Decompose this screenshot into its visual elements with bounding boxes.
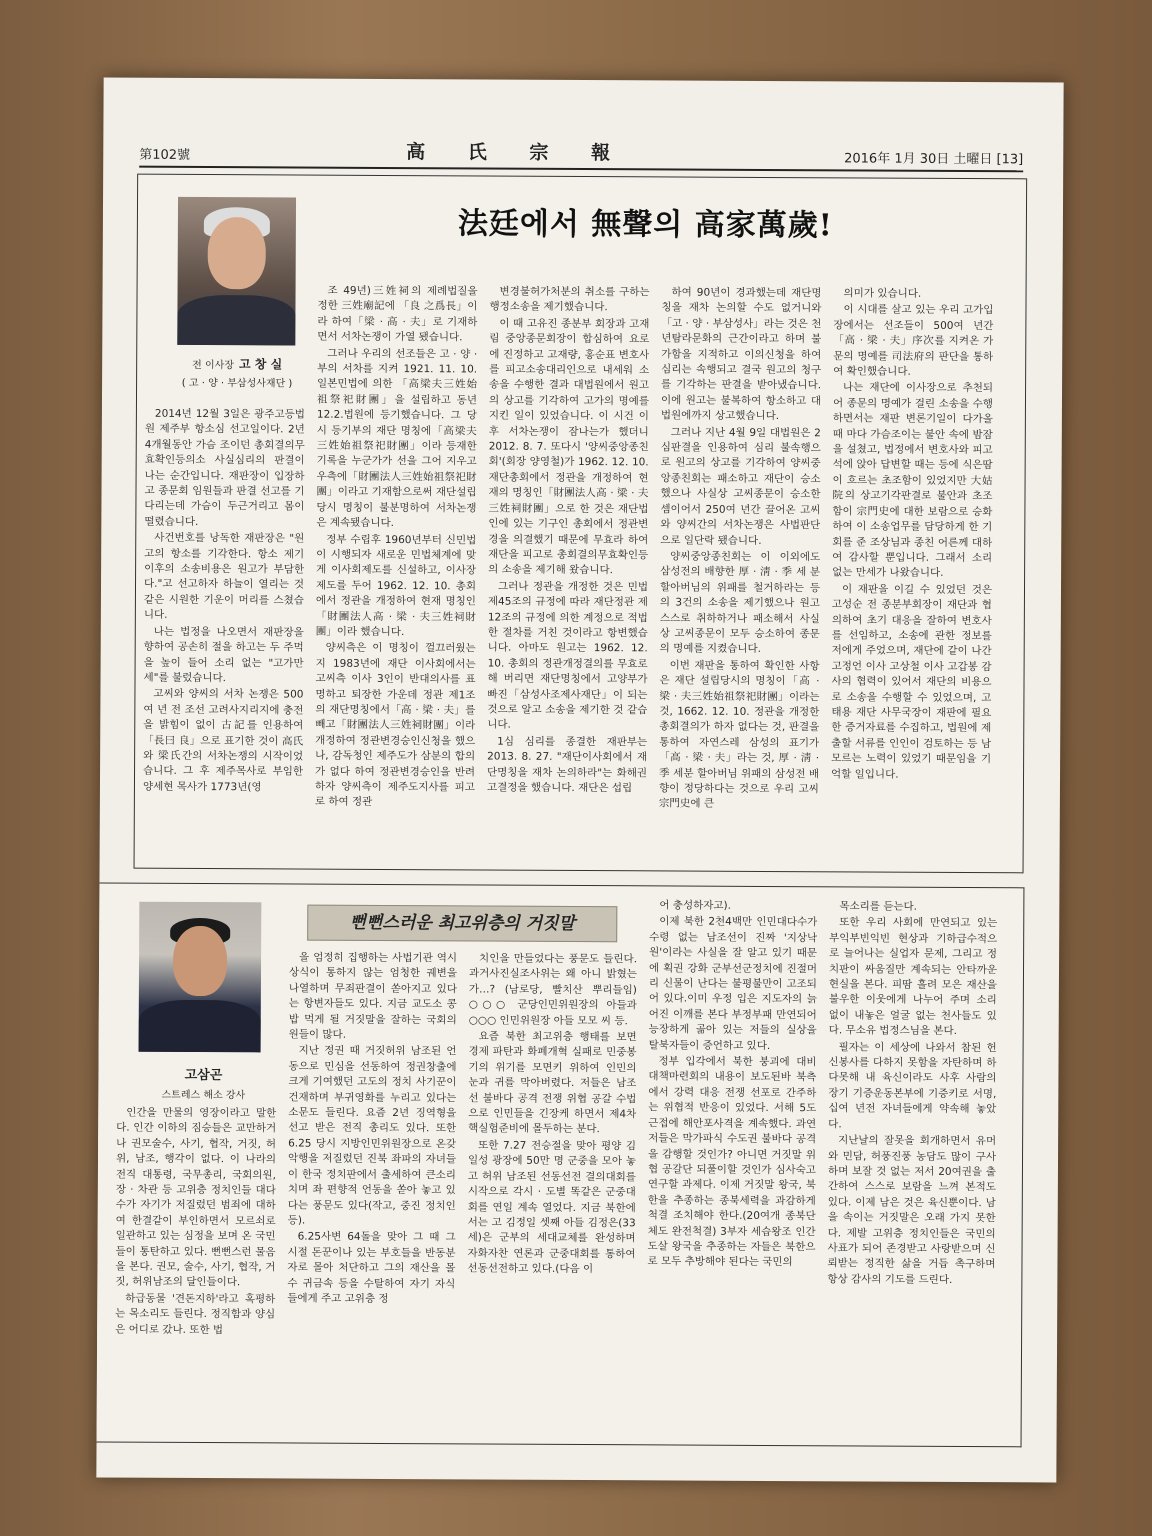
- author-photo: [139, 902, 262, 1053]
- paragraph: 양씨측은 이 명칭이 껄끄러웠는지 1983년에 재단 이사회에서는 고씨측 이사 3인이 반대의사를 표명하고 퇴장한 가운데 정관 제1조의 재단명칭에서「高 · 梁 · 夫」를 빼고「財團法人三姓祠財團」이라 개정하여 정관변경승인신청을 했으나, 감독청인 제주도가 삼분의 합의가 없다 하여 정관변경승인을 반려하자 양씨측이 제주도지사를 피고로 하여 정관: [314, 642, 476, 809]
- paragraph: 그러나 정관을 개정한 것은 민법 제45조의 규정에 따라 재단정관 제12조의 규정에 의한 계정으로 적법한 절차를 거친 것이라고 항변했습니다. 아마도 원고는 1962. 12. 10. 총회의 정관개정결의를 무효로 해 버리면 재단명칭에서 고양부가 빠진「삼성사조제사재단」이 되는 것으로 알고 소송을 제기한 것 같습니다.: [487, 580, 649, 732]
- paragraph: 정부 수립후 1960년부터 신민법이 시행되자 새로운 민법체계에 맞게 이사회제도를 신설하고, 이사장 제도를 두어 1962. 12. 10. 총회에서 정관을 개정하여 현재 명칭인「財團法人高 · 梁 · 夫三姓祠財團」이라 했습니다.: [315, 533, 477, 639]
- author-org: ( 고 · 양 · 부삼성사재단 ): [181, 377, 293, 390]
- paragraph: 그러나 우리의 선조들은 고 · 양 · 부의 서차를 지켜 1921. 11. 10. 일본민법에 의한 「高梁夫三姓始祖祭祀財團」을 설립하고 동년 12.2.법원에 등기했습니다. 그 당시 등기부의 재단 명칭에「高梁夫三姓始祖祭祀財團」이라 등재한 기록을 누군가가 선을 그어 지우고 우측에「財團法人三姓始祖祭祀財團」이라고 기재함으로써 재단설립당시 명칭이 불분명하여 서차논쟁은 계속됐습니다.: [316, 347, 478, 530]
- article-column: [115, 1106, 277, 1437]
- paragraph: 양씨중앙종친회는 이 이외에도 삼성전의 배향한 厚 · 淸 · 季 세 분 할아버님의 위패를 철거하라는 등의 3건의 소송을 제기했으나 원고 스스로 취하하거나 패소해서 사실상 고씨종문이 모두 승소하여 종문의 명예를 지켰습니다.: [659, 550, 821, 656]
- newspaper-page: [96, 77, 1063, 1482]
- paragraph: 을 엄정히 집행하는 사법기관 역시 상식이 통하지 않는 엄청한 궤변을 나열하며 무죄판결이 쏟아지고 있다는 항변자들도 있다. 지금 교도소 콩밥 먹게 될 거짓말을 잘하는 국회의원들이 많다.: [288, 951, 458, 1041]
- article-column: [487, 285, 650, 866]
- paragraph: 의미가 있습니다.: [843, 287, 922, 300]
- paragraph: 하급동물 '견돈지하'라고 혹평하는 목소리도 들린다. 정직함과 양심은 어디로 갔나. 또한 법: [115, 1292, 276, 1336]
- paragraph: 이번 재판을 통하여 확인한 사항은 재단 설립당시의 명칭이「高 · 梁 · 夫三姓始祖祭祀財團」이라는 것, 1662. 12. 10. 정관을 개정한 총회결의가 하자 없다는 것, 판결을 통하여 자연스레 삼성의 표기가「高 · 梁 · 夫」라는 것, 厚 · 淸 · 季 세분 할아버님 위패의 삼성전 배향이 정당하다는 것으로 우리 고씨宗門史에 큰: [658, 659, 820, 811]
- paragraph: 나는 재단에 이사장으로 추천되어 종문의 명예가 걸린 소송을 수행하면서는 재판 변론기일이 다가올 때 마다 가슴조이는 불안 속에 밤잠을 설쳤고, 법정에서 변호사와 피고석에 앉아 답변할 때는 등에 식은땀이 흐르는 초조함이 있었지만 大姑院의 상고기각판결로 불안과 초조함이 宗門史에 대한 보람으로 승화하여 이 소송업무를 담당하게 한 기회를 준 조상님과 종친 어른께 대하여 감사할 뿐입니다. 그래서 소리 없는 만세가 나왔습니다.: [832, 381, 994, 580]
- paragraph: 인간을 만물의 영장이라고 말한다. 인간 이하의 짐승들은 교만하거나 권모술수, 사기, 협작, 거짓, 허위, 남조, 행각이 없다. 이 나라의 전직 대통령, 국무총리, 국회의원, 장 · 차관 등 고위층 정치인들 대다수가 자기가 저질렀던 범죄에 대하여 한결같이 부인하면서 모르쇠로 일관하고 있는 심정을 보며 온 국민들이 통탄하고 있다. 뻔뻔스런 물음을 본다. 권모, 술수, 사기, 협작, 거짓, 허위남조의 달인들이다.: [115, 1106, 277, 1289]
- author-name: 고삼곤: [184, 1067, 223, 1084]
- paragraph: 이 때 고유진 종분부 회장과 고재림 중앙종문회장이 합심하여 요로에 진정하고 고재량, 홍순표 변호사를 피고소송대리인으로 내세워 소송을 수행한 결과 대법원에서 원고의 상고를 기각하여 고가의 명예를 지킨 일이 있었습니다. 이 시건 이후 서차논쟁이 잠나는가 했더니 2012. 8. 7. 또다시 '양씨중앙종친회'(회장 양영철)가 1962. 12. 10. 재단총회에서 정관을 개정하여 현재의 명칭인「財團法人高 · 梁 · 夫三姓祠財團」으로 한 것은 재단법인에 있는 기구인 총회에서 정관변경을 의결했기 때문에 무효라 하여 재단을 피고로 총회결의무효확인등의 소송을 제기해 왔습니다.: [488, 317, 650, 577]
- headline: 法廷에서 無聲의 高家萬歲!: [457, 206, 833, 244]
- article-column: [827, 899, 998, 1440]
- paragraph: 이 재판을 이길 수 있었던 것은 고성순 전 종분부회장이 재단과 협의하여 초기 대응을 잘하여 변호사를 선임하고, 소송에 관한 정보를 저에게 주었으며, 재단에 같이 나간 고정언 이사 고상철 이사 고갑봉 감사의 협력이 있어서 재단의 비용으로 소송을 수행할 수 있었으며, 고태용 재단 사무국장이 재판에 필요한 증거자료를 수집하고, 법원에 제출할 서류를 인인이 검토하는 등 남모르는 노력이 있었기 때문임을 기억할 일입니다.: [831, 583, 993, 781]
- paragraph: 어 충성하자고).: [659, 899, 732, 912]
- paragraph: 2014년 12월 3일은 광주고등법원 제주부 항소심 선고일이다. 2년 4개월동안 가슴 조이던 총회결의무효확인등의소 사실심리의 판결이 나는 순간입니다. 재판장이 입장하고 종문회 임원들과 판결 선고를 기다리는데 가슴이 두근거리고 몸이 떨렸습니다.: [144, 407, 305, 528]
- paragraph: 정부 입각에서 북한 붕괴에 대비 대책마련회의 내용이 보도된바 북측에서 강력 대응 전쟁 선포로 간주하는 위협적 반응이 있었다. 서해 5도 근접에 해안포사격을 계속했다. 과연 저들은 막가파식 수도권 불바다 공격을 감행할 것인가? 아니면 거짓말 위협 공갈단 되풀이할 것인가 심사숙고 연구할 과제다. 이제 거짓말 왕국, 북한을 추종하는 종북세력을 과감하게 척결 조치해야 한다.(20여개 종북단체도 완전척결) 3부자 세습왕조 인간도살 왕국을 추종하는 자들은 북한으로 모두 추방해야 된다는 국민의: [647, 1055, 817, 1269]
- paragraph: 지난 정권 때 거짓허위 남조된 언동으로 민심을 선동하여 정권창출에 크게 기여했던 고도의 정치 사기꾼이 건재하며 부귀영화를 누리고 있다는 소문도 들린다. 요즘 2년 징역형을 선고 받은 전직 총리도 있다. 또한 6.25 당시 지방인민위원장으로 온갖 악행을 저질렀던 진북 좌파의 자녀들이 한국 정치판에서 출세하여 큰소리치며 좌 편향적 언동을 쏟아 놓고 있다는 풍문도 있다(작고, 중진 정치인 등).: [287, 1044, 457, 1227]
- author-name: 고 창 실: [239, 357, 283, 372]
- author-caption: [128, 1064, 278, 1102]
- paragraph: 치인을 만들었다는 풍문도 들린다.과거사진실조사위는 왜 아니 밝혔는가…? (남로당, 빨치산 뿌리들임) ○○○ 군당인민위원장의 아들과 ○○○ 인민위원장 아들 모모 씨 등.: [468, 952, 638, 1027]
- issue-number: 第102號: [139, 147, 191, 163]
- article-1: [134, 174, 1028, 874]
- article-column: [831, 286, 994, 867]
- paragraph: 6.25사변 64돌을 맞아 그 때 그 시절 돈꾼이나 있는 부호들을 반동분자로 몰아 처단하고 그의 재산을 몰수 귀금속 등을 수탈하여 자기 자식들에게 주고 고위층 정: [287, 1230, 456, 1305]
- article-column: [467, 951, 638, 1438]
- dateline: 2016年 1月 30日 土曜日 [13]: [844, 151, 1024, 168]
- headline: 뻔뻔스러운 최고위층의 거짓말: [307, 905, 617, 943]
- article-column: [647, 898, 818, 1439]
- paragraph: 목소리를 듣는다.: [839, 900, 918, 913]
- article-column: [143, 407, 305, 863]
- paragraph: 필자는 이 세상에 나와서 참된 헌신봉사를 다하지 못함을 자탄하며 하다못해 내 육신이라도 사후 사람의 장기 기증운동본부에 기증키로 서명, 십여 년전 자녀들에게 약속해 놓았다.: [828, 1041, 997, 1131]
- paragraph: 1심 심리를 종결한 재판부는 2013. 8. 27. "재단이사회에서 재단명칭을 재차 논의하라"는 화해권고결정을 했습니다. 재단은 섭립: [486, 735, 648, 795]
- article-column: [287, 950, 458, 1437]
- paragraph: 고씨와 양씨의 서차 논쟁은 500여 년 전 조선 고려사지리지에 충전을 밝힘이 없이 古記를 인용하여 「長曰 良」으로 표기한 것이 高氏와 梁氏간의 서차논쟁의 시작이었습니다. 그 후 제주목사로 부임한 양세현 목사가 1773년(영: [142, 688, 304, 794]
- author-caption: [167, 353, 307, 390]
- paragraph: 이제 북한 2천4백만 인민대다수가 수령 없는 남조선이 진짜 '지상낙원'이라는 사실을 잘 알고 있기 때문에 획권 강화 군부선군정치에 진절머리 신물이 난다는 불평불만이 고조되어 있다.이미 우정 입은 지도자의 늙어진 이깨를 본다 부정부패 만연되어 능장하게 곪아 있는 저들의 실상을 탈북자들이 증언하고 있다.: [648, 915, 818, 1052]
- masthead: [139, 138, 1023, 173]
- article-2: [97, 882, 1025, 1447]
- paragraph: 하여 90년이 경과했는데 재단명칭을 재차 논의할 수도 없거니와「고 · 양 · 부삼성사」라는 것은 천년탐라문화의 근간이라고 하며 불가함을 지적하고 이의신청을 하여 심리는 속행되고 결국 원고의 청구를 기각하는 판결을 받아냈습니다. 이에 원고는 불복하여 항소하고 대법원에까지 상고했습니다.: [660, 286, 822, 423]
- paragraph: 변경불허가처분의 취소를 구하는 행정소송을 제기했습니다.: [489, 285, 650, 314]
- article-column: [315, 284, 478, 865]
- author-role: 전 이사장: [192, 359, 234, 372]
- paragraph: 사건번호를 낭독한 재판장은 "원고의 항소를 기각한다. 항소 제기 이후의 소송비용은 원고가 부담한다."고 선고하자 하늘이 열리는 것 같은 시원한 기운이 머리를 스쳤습니다.: [143, 532, 305, 622]
- paragraph: 지난날의 잘못을 회개하면서 유머와 민담, 허풍진풍 농담도 많이 구사하며 보잘 것 없는 저서 20여권을 출간하여 스스로 보람을 느껴 본적도 있다. 이제 남은 것은 육신뿐이다. 남을 속이는 거짓말은 오래 가지 못한다. 제발 고위층 정치인들은 국민의 사표가 되어 존경받고 사랑받으며 신뢰받는 정직한 삶을 거듭 촉구하며 항상 감사의 기도를 드린다.: [827, 1134, 997, 1286]
- paragraph: 나는 법정을 나오면서 재판장을 향하여 공손히 절을 하고는 두 주먹을 높이 들어 소리 없는 "고가만세"를 불렀습니다.: [143, 625, 304, 685]
- author-photo: [177, 197, 296, 346]
- article-column: [659, 285, 822, 866]
- paper-name: 高 氏 宗 報: [406, 141, 629, 165]
- paragraph: 요즘 북한 최고위층 행태를 보면 경제 파탄과 화폐개혁 실패로 민중봉기의 위기를 모면키 위하여 인민의 눈과 귀를 막아버렸다. 저들은 남조선 불바다 공격 전쟁 위협 공갈 수법으로 인민들을 긴장케 하면서 제4차 핵실험준비에 몰두하는 분다.: [468, 1030, 637, 1136]
- paragraph: 또한 우리 사회에 만연되고 있는 부익부빈익빈 현상과 기하급수적으로 늘어나는 실업자 문제, 그리고 정치판이 싸움질만 계속되는 안타까운 현실을 본다. 피땀 흘려 모은 재산을 불우한 이웃에게 나누어 주며 소리 없이 내놓은 얼굴 없는 천사들도 있다. 무소유 법정스님을 본다.: [828, 916, 998, 1038]
- paragraph: 또한 7.27 전승절을 맞아 평양 김일성 광장에 50만 명 군중을 모아 놓고 허위 남조된 선동선전 결의대회를 시작으로 각시 · 도별 똑같은 군중대회를 연일 계속 열었다. 지금 북한에서는 고 김정일 셋째 아들 김정은(33세)은 군부의 세대교체를 완성하며 자화자찬 연론과 군중대회를 통하여 선동선전하고 있다.(다음 이: [467, 1139, 637, 1276]
- paragraph: 조 49년)三姓祠의 제례법질을 정한 三姓廟記에 「良 之爲長」이라 하여「梁 · 高 · 夫」로 기재하면서 서차논쟁이 가열 됐습니다.: [317, 284, 478, 344]
- paragraph: 그러나 지난 4월 9일 대법원은 2심판결을 인용하여 심리 불속행으로 원고의 상고를 기각하여 양씨중앙종친회는 패소하고 재단이 승소했으나 사실상 고씨종문이 승소한 셈이어서 250여 년간 끌어온 고씨와 양씨간의 서차논쟁은 사법판단으로 일단락 됐습니다.: [660, 426, 821, 547]
- paragraph: 이 시대를 살고 있는 우리 고가입장에서는 선조들이 500여 년간「高 · 梁 · 夫」序次를 지켜온 가문의 명예를 司法府의 판단을 통하여 확인했습니다.: [833, 303, 994, 378]
- author-org: 스트레스 해소 강사: [161, 1089, 246, 1102]
